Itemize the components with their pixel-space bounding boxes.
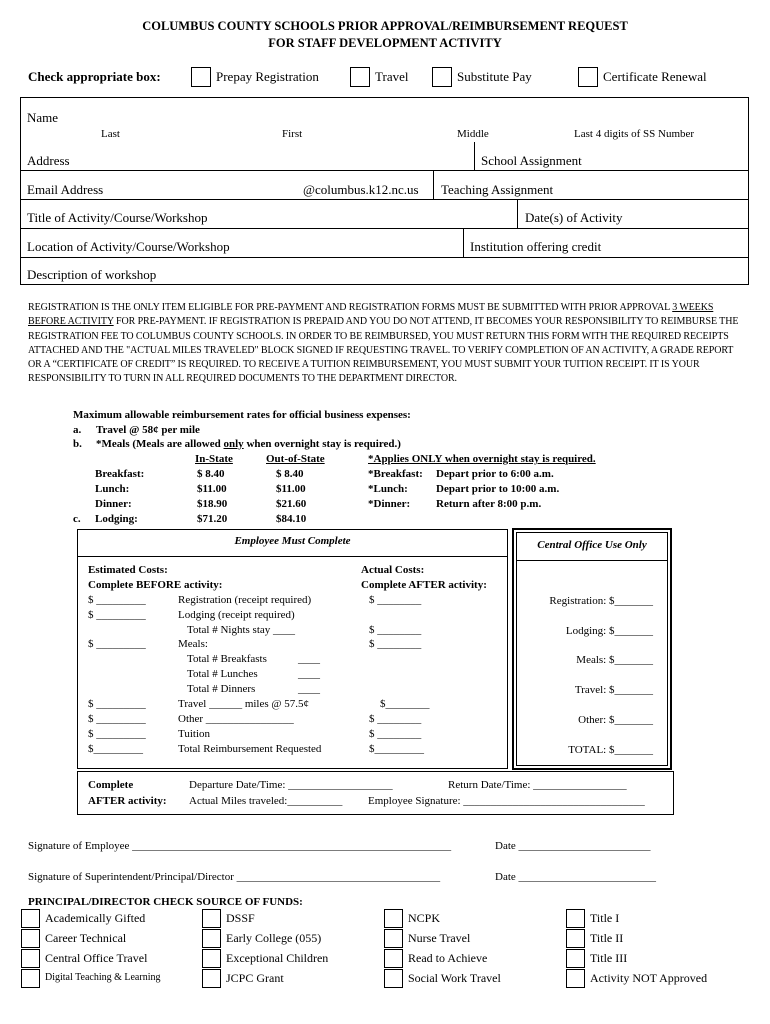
superintendent-date-line[interactable]: Date _________________________: [495, 871, 657, 883]
institution-label: Institution offering credit: [470, 239, 602, 254]
est-total-field[interactable]: $_________: [88, 743, 143, 755]
dinners-item: Total # Dinners: [187, 683, 256, 695]
office-travel[interactable]: Travel: $_______: [574, 684, 653, 696]
est-lodging-field[interactable]: $ _________: [88, 609, 146, 621]
est-meals-field[interactable]: $ _________: [88, 638, 146, 650]
fund-label: DSSF: [226, 911, 255, 925]
superintendent-signature-line[interactable]: Signature of Superintendent/Principal/Director _____________________________________: [28, 871, 441, 883]
meal-note: Return after 8:00 p.m.: [436, 498, 542, 510]
meal-note-label: *Lunch:: [368, 483, 408, 495]
after-activity-box: [77, 771, 674, 815]
meals-rate: *Meals (Meals are allowed only when overnight stay is required.): [96, 438, 401, 450]
meal-name: Dinner:: [95, 498, 132, 510]
return-field[interactable]: Return Date/Time: _________________: [448, 779, 627, 791]
lodging-out-of-state: $84.10: [276, 513, 307, 525]
rates-heading: Maximum allowable reimbursement rates for official business expenses:: [73, 409, 411, 421]
fund-label: Read to Achieve: [408, 951, 488, 965]
ssn-label: Last 4 digits of SS Number: [574, 128, 695, 140]
employee-costs-header: Employee Must Complete: [234, 535, 351, 547]
meal-name: Lunch:: [95, 483, 130, 495]
lodging-in-state: $71.20: [197, 513, 228, 525]
breakfasts-item: Total # Breakfasts: [187, 653, 267, 665]
fund-label: Central Office Travel: [45, 951, 148, 965]
check-label: Check appropriate box:: [28, 69, 161, 84]
employee-date-line[interactable]: Date ________________________: [495, 840, 651, 852]
est-registration-field[interactable]: $ _________: [88, 594, 146, 606]
fund-label: Academically Gifted: [45, 911, 146, 925]
tuition-item: Tuition: [178, 728, 211, 740]
office-meals[interactable]: Meals: $_______: [576, 654, 653, 666]
act-lodging-field[interactable]: $ ________: [369, 624, 422, 636]
teaching-assignment-label: Teaching Assignment: [441, 182, 554, 197]
meal-in-state: $11.00: [197, 483, 227, 495]
total-item: Total Reimbursement Requested: [178, 743, 322, 755]
travel-item: Travel ______ miles @ 57.5¢: [178, 698, 310, 710]
meal-note-label: *Dinner:: [368, 498, 411, 510]
complete-label: Complete: [88, 779, 134, 791]
fund-label: Digital Teaching & Learning: [45, 972, 161, 983]
lunches-item: Total # Lunches: [187, 668, 258, 680]
fund-label: Career Technical: [45, 931, 127, 945]
meals-item: Meals:: [178, 638, 208, 650]
rate-b-marker: b.: [73, 438, 82, 450]
substitute-pay-label: Substitute Pay: [457, 69, 532, 84]
meal-name: Breakfast:: [95, 468, 145, 480]
fund-checkbox[interactable]: [202, 909, 221, 928]
fund-checkbox[interactable]: [384, 969, 403, 988]
substitute-pay-checkbox[interactable]: [432, 67, 452, 87]
lunches-field[interactable]: ____: [298, 668, 320, 680]
departure-field[interactable]: Departure Date/Time: ___________________: [189, 779, 393, 791]
meal-in-state: $18.90: [197, 498, 228, 510]
employee-signature-line[interactable]: Signature of Employee __________________________________________________________: [28, 840, 452, 852]
fund-label: Early College (055): [226, 931, 322, 945]
first-name-label: First: [282, 128, 303, 140]
meal-note: Depart prior to 6:00 a.m.: [436, 468, 554, 480]
employee-signature-field[interactable]: Employee Signature: _________________________________: [368, 795, 645, 807]
fund-checkbox[interactable]: [21, 969, 40, 988]
fund-checkbox[interactable]: [202, 929, 221, 948]
activity-title-label: Title of Activity/Course/Workshop: [27, 210, 208, 225]
fund-checkbox[interactable]: [202, 949, 221, 968]
form-title-line2: FOR STAFF DEVELOPMENT ACTIVITY: [268, 36, 502, 50]
other-item: Other ________________: [178, 713, 294, 725]
rate-a-marker: a.: [73, 424, 82, 436]
fund-checkbox[interactable]: [566, 909, 585, 928]
last-name-label: Last: [101, 128, 120, 140]
fund-label: Nurse Travel: [408, 931, 471, 945]
meal-note-label: *Breakfast:: [368, 468, 423, 480]
fund-label: JCPC Grant: [226, 971, 284, 985]
office-total[interactable]: TOTAL: $_______: [568, 744, 653, 756]
est-other-field[interactable]: $ _________: [88, 713, 146, 725]
meal-out-of-state: $11.00: [276, 483, 306, 495]
fund-checkbox[interactable]: [566, 929, 585, 948]
in-state-header: In-State: [195, 453, 233, 465]
rate-c-marker: c.: [73, 513, 81, 525]
address-label: Address: [27, 153, 70, 168]
travel-rate: Travel @ 58¢ per mile: [96, 424, 200, 436]
fund-label: Title I: [590, 911, 620, 925]
estimated-costs-subtitle: Complete BEFORE activity:: [88, 579, 223, 591]
lodging-item: Lodging (receipt required): [178, 609, 295, 621]
out-of-state-header: Out-of-State: [266, 453, 325, 465]
meal-out-of-state: $ 8.40: [276, 468, 304, 480]
fund-label: Title III: [590, 951, 628, 965]
meal-note: Depart prior to 10:00 a.m.: [436, 483, 560, 495]
school-assignment-label: School Assignment: [481, 153, 582, 168]
office-use-header: Central Office Use Only: [537, 539, 647, 551]
fund-label: Title II: [590, 931, 624, 945]
estimated-costs-title: Estimated Costs:: [88, 564, 168, 576]
certificate-renewal-label: Certificate Renewal: [603, 69, 707, 84]
office-lodging[interactable]: Lodging: $_______: [565, 625, 653, 637]
fund-label: Activity NOT Approved: [590, 971, 708, 985]
act-meals-field[interactable]: $ ________: [369, 638, 422, 650]
travel-label: Travel: [375, 69, 409, 84]
fund-checkbox[interactable]: [21, 949, 40, 968]
prepay-registration-checkbox[interactable]: [191, 67, 211, 87]
fund-label: Exceptional Children: [226, 951, 329, 965]
office-other[interactable]: Other: $_______: [578, 714, 653, 726]
est-travel-field[interactable]: $ _________: [88, 698, 146, 710]
middle-name-label: Middle: [457, 128, 489, 140]
act-other-field[interactable]: $ ________: [369, 713, 422, 725]
dinners-field[interactable]: ____: [298, 683, 320, 695]
travel-checkbox[interactable]: [350, 67, 370, 87]
activity-dates-label: Date(s) of Activity: [525, 210, 623, 225]
meal-out-of-state: $21.60: [276, 498, 307, 510]
registration-notice: REGISTRATION IS THE ONLY ITEM ELIGIBLE FOR PRE-PAYMENT AND REGISTRATION FORMS MUST BE SUBMITTED WITH PRIOR APPROVAL 3 WEEKS BEFORE ACTIVITY FOR PRE-PAYMENT. IF REGISTRATION IS PREPAID AND YOU DO NOT ATTEND, IT BECOMES YOUR RESPONSIBILITY TO REIMBURSE THE REGISTRATION FEE TO COLUMBUS COUNTY SCHOOLS. IN ORDER TO BE REIMBURSED, YOU MUST RETURN THIS FORM WITH THE REQUIRED RECEIPTS ATTACHED AND THE "ACTUAL MILES TRAVELED" BLOCK SIGNED IF REQUESTING TRAVEL. TO VERIFY COMPLETION OF AN ACTIVITY, A GRADE REPORT OR A “CERTIFICATE OF CREDIT” IS REQUIRED. TO RECEIVE A TUITION REIMBURSEMENT, YOU MUST SUBMIT YOUR TUITION RECEIPT. IT IS YOUR RESPONSIBILITY TO TURN IN ALL REQUIRED DOCUMENTS TO THE DEPARTMENT DIRECTOR.: [28, 302, 739, 385]
certificate-renewal-checkbox[interactable]: [578, 67, 598, 87]
form-title-line1: COLUMBUS COUNTY SCHOOLS PRIOR APPROVAL/REIMBURSEMENT REQUEST: [142, 19, 628, 33]
applies-note: *Applies ONLY when overnight stay is required.: [368, 453, 596, 465]
fund-checkbox[interactable]: [21, 929, 40, 948]
email-domain: @columbus.k12.nc.us: [303, 182, 419, 197]
act-travel-field[interactable]: $________: [380, 698, 430, 710]
est-tuition-field[interactable]: $ _________: [88, 728, 146, 740]
lodging-label: Lodging:: [95, 513, 138, 525]
act-total-field[interactable]: $_________: [369, 743, 424, 755]
after-activity-label: AFTER activity:: [88, 795, 167, 807]
nights-item: Total # Nights stay ____: [187, 624, 296, 636]
email-label: Email Address: [27, 182, 104, 197]
fund-checkbox[interactable]: [384, 909, 403, 928]
act-registration-field[interactable]: $ ________: [369, 594, 422, 606]
meal-in-state: $ 8.40: [197, 468, 225, 480]
office-registration[interactable]: Registration: $_______: [549, 595, 653, 607]
fund-checkbox[interactable]: [21, 909, 40, 928]
fund-label: NCPK: [408, 911, 441, 925]
name-label: Name: [27, 110, 59, 125]
actual-costs-title: Actual Costs:: [361, 564, 425, 576]
fund-checkbox[interactable]: [384, 949, 403, 968]
fund-checkbox[interactable]: [202, 969, 221, 988]
registration-item: Registration (receipt required): [178, 594, 312, 606]
actual-costs-subtitle: Complete AFTER activity:: [361, 579, 487, 591]
fund-checkbox[interactable]: [384, 929, 403, 948]
prepay-registration-label: Prepay Registration: [216, 69, 319, 84]
description-label: Description of workshop: [27, 267, 157, 282]
funds-heading: PRINCIPAL/DIRECTOR CHECK SOURCE OF FUNDS:: [28, 896, 303, 908]
miles-field[interactable]: Actual Miles traveled:__________: [189, 795, 343, 807]
breakfasts-field[interactable]: ____: [298, 653, 320, 665]
fund-label: Social Work Travel: [408, 971, 501, 985]
act-tuition-field[interactable]: $ ________: [369, 728, 422, 740]
fund-checkbox[interactable]: [566, 969, 585, 988]
activity-location-label: Location of Activity/Course/Workshop: [27, 239, 230, 254]
fund-checkbox[interactable]: [566, 949, 585, 968]
